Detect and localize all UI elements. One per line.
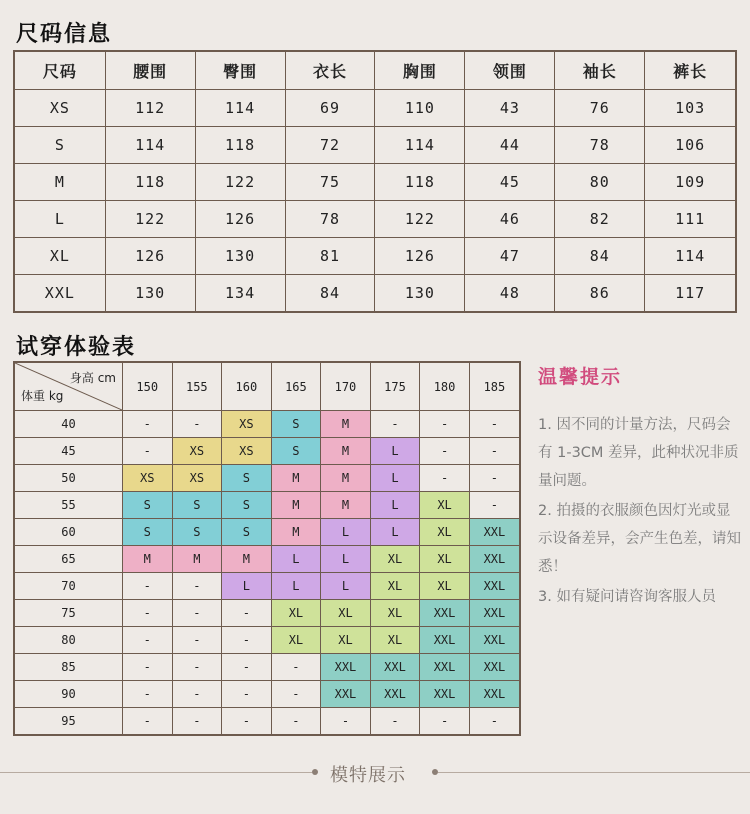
size-cell: 126 [375,238,465,275]
fit-row [14,411,520,438]
size-cell: 69 [285,90,375,127]
fit-size-cell: XXL [469,600,520,627]
fit-size-cell: - [271,681,321,708]
tip-item: 3. 如有疑问请咨询客服人员 [538,589,716,605]
fit-size-cell: S [123,492,173,519]
size-cell: 47 [465,238,555,275]
size-cell: 134 [195,275,285,313]
fit-size-cell: XXL [370,654,420,681]
fit-size-cell: XXL [321,681,371,708]
size-cell: 44 [465,127,555,164]
size-header-cell: 臀围 [195,51,285,90]
fit-chart-title: 试穿体验表 [16,335,137,360]
size-cell: 80 [555,164,645,201]
fit-size-cell: XL [420,519,470,546]
weight-cell: 60 [14,519,123,546]
size-cell: 76 [555,90,645,127]
fit-size-cell: XXL [420,600,470,627]
size-header-cell: 袖长 [555,51,645,90]
fit-row [14,438,520,465]
fit-size-cell: XL [370,546,420,573]
size-cell: 114 [645,238,736,275]
size-cell: 112 [105,90,195,127]
fit-size-cell: XS [222,411,272,438]
fit-size-cell: - [370,411,420,438]
fit-size-cell: S [172,492,222,519]
fit-size-cell: - [222,681,272,708]
fit-chart-table [13,361,521,736]
fit-size-cell: M [172,546,222,573]
fit-size-cell: L [370,492,420,519]
fit-size-cell: L [321,519,371,546]
fit-row [14,708,520,736]
fit-size-cell: XL [321,627,371,654]
size-header-cell: 领围 [465,51,555,90]
size-cell: 86 [555,275,645,313]
weight-cell: 70 [14,573,123,600]
fit-size-cell: - [469,411,520,438]
fit-row [14,573,520,600]
fit-size-cell: - [420,465,470,492]
weight-cell: 50 [14,465,123,492]
fit-size-cell: XXL [469,573,520,600]
fit-row [14,546,520,573]
size-cell: 111 [645,201,736,238]
fit-size-cell: L [271,546,321,573]
fit-size-cell: XXL [469,627,520,654]
fit-size-cell: XL [370,627,420,654]
fit-size-cell: XXL [469,546,520,573]
weight-cell: 45 [14,438,123,465]
size-cell: 130 [195,238,285,275]
fit-size-cell: - [123,654,173,681]
fit-size-cell: - [271,708,321,736]
fit-size-cell: XL [420,573,470,600]
fit-row [14,681,520,708]
fit-size-cell: XXL [420,654,470,681]
tips-panel [538,362,743,613]
size-cell: XXL [14,275,105,313]
fit-size-cell: XS [123,465,173,492]
fit-size-cell: XXL [469,519,520,546]
fit-size-cell: XXL [370,681,420,708]
size-header-cell: 腰围 [105,51,195,90]
size-info-title: 尺码信息 [16,22,113,47]
height-header-cell: 170 [321,362,371,411]
fit-size-cell: L [370,438,420,465]
size-cell: 109 [645,164,736,201]
fit-size-cell: S [222,465,272,492]
size-header-cell: 裤长 [645,51,736,90]
size-cell: S [14,127,105,164]
size-row [14,201,736,238]
size-cell: 130 [105,275,195,313]
size-cell: 126 [105,238,195,275]
fit-size-cell: - [420,438,470,465]
fit-size-cell: XXL [420,681,470,708]
fit-size-cell: - [469,708,520,736]
size-cell: 118 [195,127,285,164]
fit-row [14,654,520,681]
height-header-cell: 155 [172,362,222,411]
fit-size-cell: - [420,411,470,438]
size-cell: 84 [555,238,645,275]
weight-cell: 95 [14,708,123,736]
fit-size-cell: - [469,465,520,492]
size-table [13,50,737,313]
fit-size-cell: M [321,438,371,465]
fit-size-cell: XL [420,492,470,519]
fit-size-cell: S [222,492,272,519]
fit-size-cell: - [222,627,272,654]
fit-size-cell: S [123,519,173,546]
fit-row [14,627,520,654]
fit-size-cell: - [420,708,470,736]
weight-cell: 85 [14,654,123,681]
fit-size-cell: - [123,438,173,465]
size-row [14,90,736,127]
fit-row [14,492,520,519]
fit-size-cell: M [222,546,272,573]
fit-size-cell: - [123,600,173,627]
fit-size-cell: - [123,681,173,708]
fit-size-cell: XS [222,438,272,465]
fit-size-cell: - [469,438,520,465]
weight-cell: 75 [14,600,123,627]
size-cell: 81 [285,238,375,275]
fit-size-cell: XXL [420,627,470,654]
size-cell: 84 [285,275,375,313]
fit-size-cell: L [321,573,371,600]
size-cell: 122 [105,201,195,238]
weight-cell: 90 [14,681,123,708]
size-cell: 48 [465,275,555,313]
size-cell: 130 [375,275,465,313]
fit-size-cell: M [271,519,321,546]
size-cell: 75 [285,164,375,201]
height-header-cell: 180 [420,362,470,411]
weight-cell: 55 [14,492,123,519]
size-cell: 114 [375,127,465,164]
fit-size-cell: L [271,573,321,600]
fit-size-cell: XL [321,600,371,627]
fit-size-cell: L [370,519,420,546]
fit-size-cell: S [172,519,222,546]
weight-cell: 80 [14,627,123,654]
fit-size-cell: L [370,465,420,492]
size-cell: 103 [645,90,736,127]
fit-size-cell: XL [370,600,420,627]
height-header-cell: 165 [271,362,321,411]
size-cell: 118 [375,164,465,201]
height-header-cell: 150 [123,362,173,411]
fit-size-cell: - [222,708,272,736]
fit-size-cell: - [123,411,173,438]
size-row [14,238,736,275]
fit-size-cell: M [271,465,321,492]
fit-size-cell: - [172,573,222,600]
fit-size-cell: XXL [469,654,520,681]
fit-size-cell: XXL [321,654,371,681]
size-header-cell: 衣长 [285,51,375,90]
fit-size-cell: M [123,546,173,573]
fit-size-cell: M [321,465,371,492]
height-axis-label: 身高 cm [69,371,116,385]
size-cell: 78 [555,127,645,164]
tips-title: 温馨提示 [538,366,623,388]
fit-size-cell: - [172,627,222,654]
fit-size-cell: - [172,411,222,438]
size-cell: L [14,201,105,238]
fit-size-cell: XS [172,438,222,465]
fit-size-cell: XXL [469,681,520,708]
weight-cell: 65 [14,546,123,573]
divider-line-left [0,772,312,773]
divider-line-right [438,772,750,773]
size-cell: M [14,164,105,201]
size-header-cell: 胸围 [375,51,465,90]
fit-size-cell: L [222,573,272,600]
size-cell: 78 [285,201,375,238]
size-cell: 106 [645,127,736,164]
fit-size-cell: S [271,411,321,438]
fit-size-cell: - [370,708,420,736]
fit-row [14,600,520,627]
fit-size-cell: - [222,654,272,681]
fit-row [14,465,520,492]
fit-size-cell: - [123,573,173,600]
size-cell: 72 [285,127,375,164]
size-cell: XS [14,90,105,127]
height-header-cell: 160 [222,362,272,411]
fit-size-cell: - [172,654,222,681]
fit-size-cell: XL [271,627,321,654]
fit-header-row [14,362,520,411]
size-cell: 82 [555,201,645,238]
fit-size-cell: XL [271,600,321,627]
size-row [14,127,736,164]
fit-size-cell: - [123,627,173,654]
fit-size-cell: - [172,600,222,627]
fit-size-cell: - [172,681,222,708]
fit-size-cell: - [469,492,520,519]
size-cell: 45 [465,164,555,201]
size-row [14,275,736,313]
size-cell: 117 [645,275,736,313]
fit-size-cell: - [321,708,371,736]
divider-dot-left [312,769,318,775]
size-cell: 114 [105,127,195,164]
weight-cell: 40 [14,411,123,438]
model-showcase-label: 模特展示 [330,765,406,786]
fit-size-cell: M [321,411,371,438]
footer-divider [0,758,750,788]
diagonal-header-cell [14,362,123,411]
weight-axis-label: 体重 kg [21,389,64,403]
fit-size-cell: XS [172,465,222,492]
fit-size-cell: L [321,546,371,573]
size-cell: 122 [195,164,285,201]
size-cell: 118 [105,164,195,201]
fit-size-cell: M [271,492,321,519]
fit-size-cell: S [271,438,321,465]
size-header-cell: 尺码 [14,51,105,90]
size-cell: 43 [465,90,555,127]
size-cell: 110 [375,90,465,127]
fit-size-cell: S [222,519,272,546]
size-cell: 114 [195,90,285,127]
fit-size-cell: XL [370,573,420,600]
size-row [14,164,736,201]
size-cell: 122 [375,201,465,238]
tip-item: 2. 拍摄的衣服颜色因灯光或显示设备差异，会产生色差，请知悉！ [538,503,741,575]
size-cell: 126 [195,201,285,238]
fit-size-cell: - [271,654,321,681]
fit-size-cell: XL [420,546,470,573]
size-cell: 46 [465,201,555,238]
height-header-cell: 185 [469,362,520,411]
tip-item: 1. 因不同的计量方法，尺码会有 1-3CM 差异，此种状况非质量问题。 [538,417,739,489]
size-header-row [14,51,736,90]
fit-size-cell: M [321,492,371,519]
height-header-cell: 175 [370,362,420,411]
size-cell: XL [14,238,105,275]
fit-row [14,519,520,546]
fit-size-cell: - [222,600,272,627]
fit-size-cell: - [172,708,222,736]
fit-size-cell: - [123,708,173,736]
